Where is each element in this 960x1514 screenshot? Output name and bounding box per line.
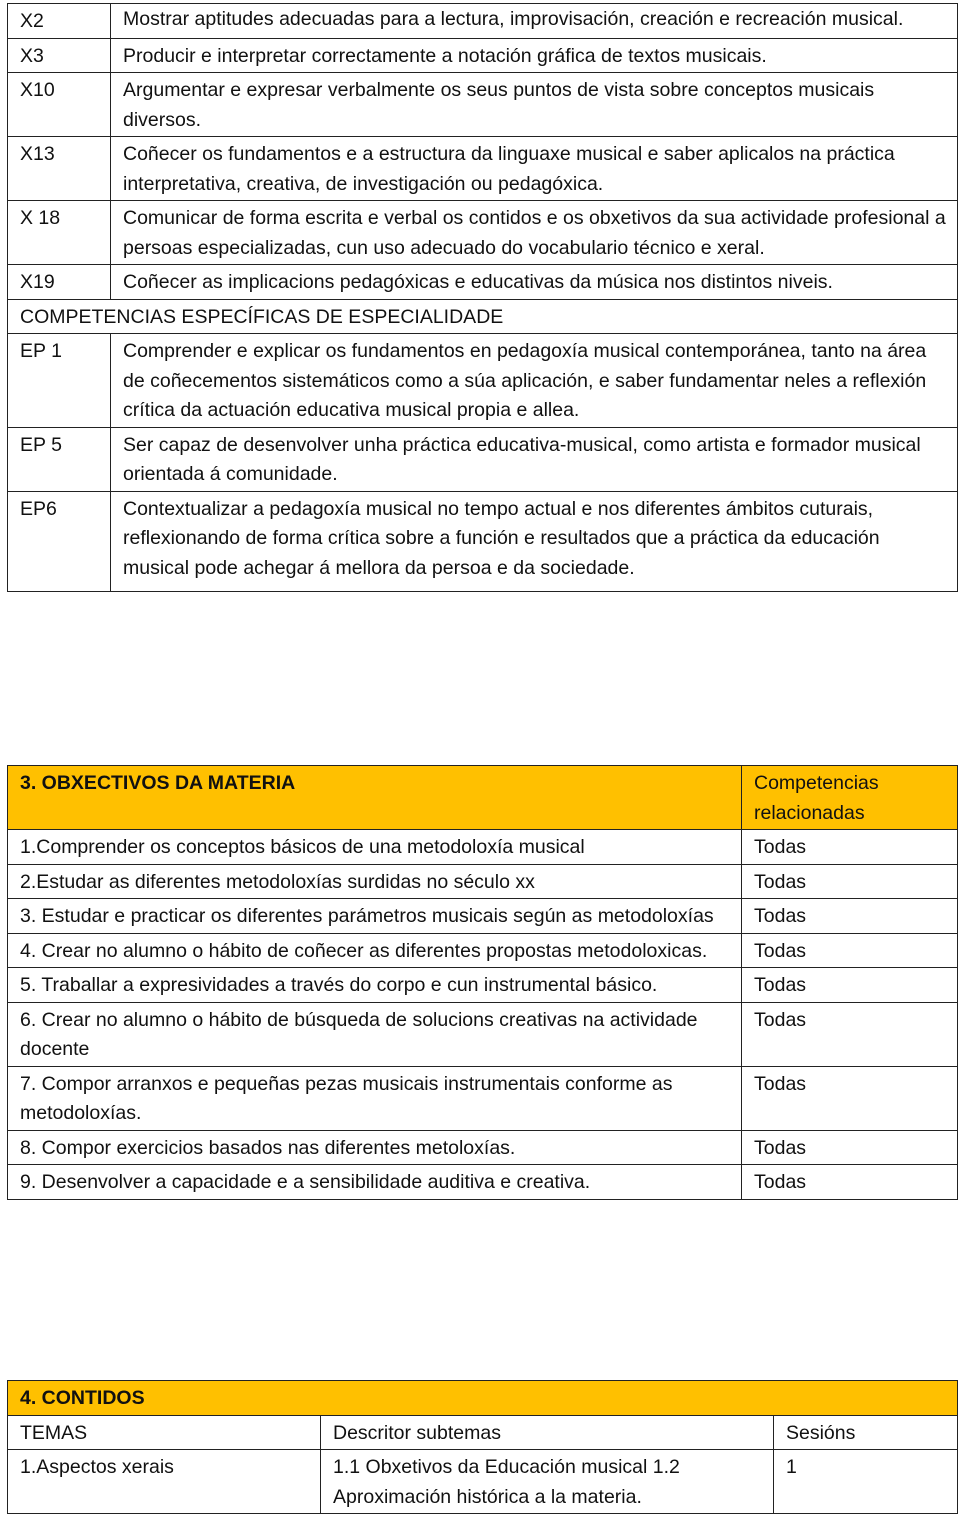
sessions-cell: 1 xyxy=(774,1450,958,1514)
table-row xyxy=(8,73,958,137)
objective-competences: Todas xyxy=(742,1002,958,1066)
table-row xyxy=(8,933,958,968)
competence-text: Argumentar e expresar verbalmente os seus puntos de vista sobre conceptos musicais diversos. xyxy=(111,73,958,137)
objective-text: 3. Estudar e practicar os diferentes parámetros musicais según as metodoloxías xyxy=(8,899,742,934)
table-header-row xyxy=(8,1381,958,1416)
competences-header: Competencias relacionadas xyxy=(742,766,958,830)
competence-text: Mostrar aptitudes adecuadas para a lectura, improvisación, creación e recreación musical. xyxy=(111,4,958,39)
competence-text: Comunicar de forma escrita e verbal os contidos e os obxetivos da sua actividade profesional a persoas especializadas, cun uso adecuado do vocabulario técnico e xeral. xyxy=(111,201,958,265)
objectives-table xyxy=(7,765,958,1200)
table-row xyxy=(8,334,958,428)
objective-text: 1.Comprender os conceptos básicos de una metodoloxía musical xyxy=(8,830,742,865)
table-row xyxy=(8,491,958,592)
competence-code: EP 5 xyxy=(8,427,111,491)
table-row xyxy=(8,1002,958,1066)
competence-text: Contextualizar a pedagoxía musical no tempo actual e nos diferentes ámbitos cuturais, reflexionando de forma crítica sobre a función e resultados que a práctica da educación musical pode achegar á mellora da persoa e da sociedade. xyxy=(111,491,958,592)
objective-competences: Todas xyxy=(742,933,958,968)
objective-competences: Todas xyxy=(742,1130,958,1165)
table-row xyxy=(8,299,958,334)
competence-text: Producir e interpretar correctamente a notación gráfica de textos musicais. xyxy=(111,38,958,73)
table-row xyxy=(8,201,958,265)
sessions-header: Sesións xyxy=(774,1415,958,1450)
table-row xyxy=(8,1130,958,1165)
table-header-row xyxy=(8,766,958,830)
objective-text: 5. Traballar a expresividades a través do corpo e cun instrumental básico. xyxy=(8,968,742,1003)
objective-competences: Todas xyxy=(742,1165,958,1200)
competence-code: EP6 xyxy=(8,491,111,592)
table-row xyxy=(8,1066,958,1130)
objective-text: 4. Crear no alumno o hábito de coñecer as diferentes propostas metodoloxicas. xyxy=(8,933,742,968)
contents-table xyxy=(7,1380,958,1514)
objective-text: 9. Desenvolver a capacidade e a sensibilidade auditiva e creativa. xyxy=(8,1165,742,1200)
table-row xyxy=(8,1165,958,1200)
topic-cell: 1.Aspectos xerais xyxy=(8,1450,321,1514)
objective-text: 7. Compor arranxos e pequeñas pezas musicais instrumentais conforme as metodoloxías. xyxy=(8,1066,742,1130)
objective-competences: Todas xyxy=(742,899,958,934)
table-row xyxy=(8,830,958,865)
objective-competences: Todas xyxy=(742,864,958,899)
competence-code: X19 xyxy=(8,265,111,300)
objectives-title: 3. OBXECTIVOS DA MATERIA xyxy=(8,766,742,830)
competence-text: Coñecer os fundamentos e a estructura da linguaxe musical e saber aplicalos na práctica interpretativa, creativa, de investigación ou pedagóxica. xyxy=(111,137,958,201)
table-row xyxy=(8,4,958,39)
objective-text: 2.Estudar as diferentes metodoloxías surdidas no século xx xyxy=(8,864,742,899)
subtopics-header: Descritor subtemas xyxy=(321,1415,774,1450)
competence-code: X10 xyxy=(8,73,111,137)
competence-code: X13 xyxy=(8,137,111,201)
competence-text: Comprender e explicar os fundamentos en pedagoxía musical contemporánea, tanto na área de coñecementos sistemáticos como a súa aplicación, e saber fundamentar neles a reflexión crítica da actuación educativa musical propia e allea. xyxy=(111,334,958,428)
objective-competences: Todas xyxy=(742,968,958,1003)
subtopics-cell: 1.1 Obxetivos da Educación musical 1.2 Aproximación histórica a la materia. xyxy=(321,1450,774,1514)
table-row xyxy=(8,899,958,934)
contents-title: 4. CONTIDOS xyxy=(8,1381,958,1416)
table-row xyxy=(8,968,958,1003)
table-header-row xyxy=(8,1415,958,1450)
objective-text: 6. Crear no alumno o hábito de búsqueda de solucions creativas na actividade docente xyxy=(8,1002,742,1066)
table-row xyxy=(8,137,958,201)
objective-competences: Todas xyxy=(742,1066,958,1130)
competence-text: Ser capaz de desenvolver unha práctica educativa-musical, como artista e formador musical orientada á comunidade. xyxy=(111,427,958,491)
competence-code: X3 xyxy=(8,38,111,73)
table-row xyxy=(8,1450,958,1514)
topics-header: TEMAS xyxy=(8,1415,321,1450)
table-row xyxy=(8,38,958,73)
competence-text: Coñecer as implicacions pedagóxicas e educativas da música nos distintos niveis. xyxy=(111,265,958,300)
table-row xyxy=(8,864,958,899)
objective-text: 8. Compor exercicios basados nas diferentes metoloxías. xyxy=(8,1130,742,1165)
competence-code: X 18 xyxy=(8,201,111,265)
table-row xyxy=(8,427,958,491)
objective-competences: Todas xyxy=(742,830,958,865)
table-row xyxy=(8,265,958,300)
competence-code: EP 1 xyxy=(8,334,111,428)
competences-table xyxy=(7,3,958,592)
specific-competences-heading: COMPETENCIAS ESPECÍFICAS DE ESPECIALIDADE xyxy=(8,299,958,334)
competence-code: X2 xyxy=(8,4,111,39)
